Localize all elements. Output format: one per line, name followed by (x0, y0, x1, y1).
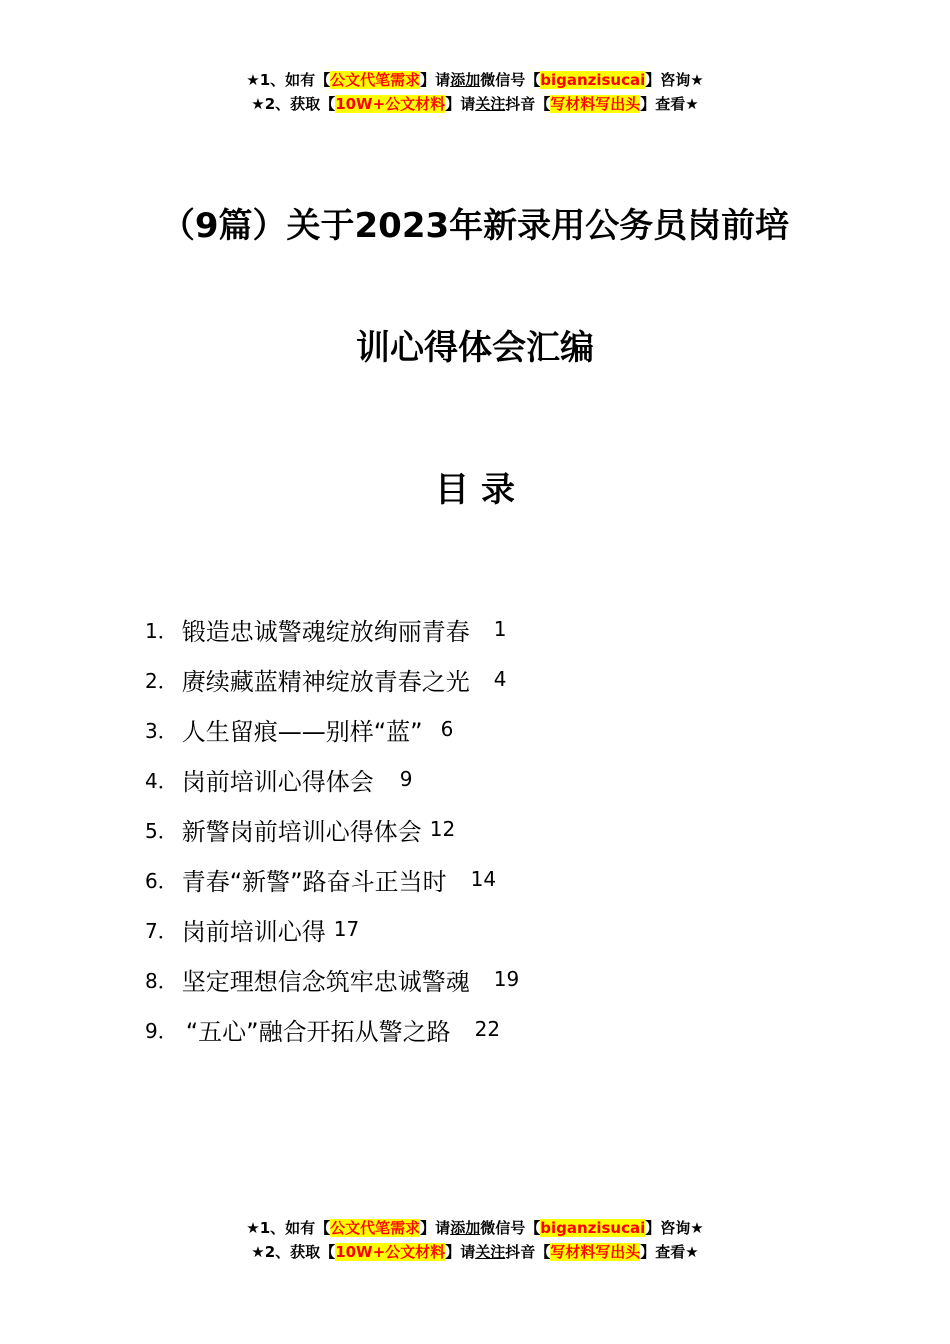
promo-wechat-id: biganzisucai (540, 71, 646, 89)
promo-line-1 (0, 68, 950, 92)
promo-text: 】查看★ (640, 1243, 699, 1261)
promo-header (0, 68, 950, 116)
toc-label: 赓续藏蓝精神绽放青春之光 (181, 667, 470, 696)
toc-number: 1． (145, 618, 178, 643)
promo-text: 】咨询★ (645, 71, 704, 89)
promo-underline: 添加 (450, 1219, 481, 1237)
toc-number: 2． (145, 668, 178, 693)
promo-highlight: 公文代笔需求 (330, 1219, 421, 1237)
toc-label: 岗前培训心得体会 (181, 767, 374, 796)
promo-text: ★2、获取【 (251, 1243, 336, 1261)
toc-number: 7． (145, 918, 178, 943)
promo-text: 】请 (445, 1243, 476, 1261)
promo-text: ★1、如有【 (246, 1219, 331, 1237)
promo-line-1 (0, 1216, 950, 1240)
toc-page: 14 (470, 867, 497, 891)
toc-label: 岗前培训心得 (181, 917, 326, 946)
promo-text: ★2、获取【 (251, 95, 336, 113)
promo-highlight: 10W+公文材料 (335, 95, 446, 113)
toc-page: 19 (493, 967, 520, 991)
toc-page: 9 (399, 767, 413, 791)
toc-page: 12 (429, 817, 456, 841)
promo-underline: 关注 (475, 1243, 506, 1261)
toc-item[interactable] (145, 804, 519, 854)
toc-item[interactable] (145, 704, 519, 754)
document-title-line-2: 训心得体会汇编 (356, 328, 594, 368)
document-title-line-1: （9篇）关于2023年新录用公务员岗前培 (160, 206, 790, 246)
promo-text: 】请 (420, 1219, 451, 1237)
promo-text: 抖音【 (505, 1243, 551, 1261)
toc-label: 锻造忠诚警魂绽放绚丽青春 (181, 617, 470, 646)
promo-footer (0, 1216, 950, 1264)
promo-douyin-id: 写材料写出头 (550, 95, 641, 113)
toc-number: 5． (145, 818, 178, 843)
promo-text: 】请 (445, 95, 476, 113)
toc-number: 8． (145, 968, 178, 993)
toc-number: 9． (145, 1018, 178, 1043)
promo-text: 】查看★ (640, 95, 699, 113)
toc-number: 4． (145, 768, 178, 793)
toc-page: 4 (493, 667, 507, 691)
toc-page: 22 (474, 1017, 501, 1041)
toc-label: 青春“新警”路奋斗正当时 (181, 867, 447, 896)
promo-underline: 关注 (475, 95, 506, 113)
toc-label: 人生留痕——别样“蓝” (181, 717, 423, 746)
toc-page: 17 (333, 917, 360, 941)
promo-douyin-id: 写材料写出头 (550, 1243, 641, 1261)
toc-label: 坚定理想信念筑牢忠诚警魂 (181, 967, 470, 996)
toc-page: 1 (493, 617, 507, 641)
promo-text: ★1、如有【 (246, 71, 331, 89)
promo-underline: 添加 (450, 71, 481, 89)
toc-item[interactable] (145, 954, 519, 1004)
promo-highlight: 公文代笔需求 (330, 71, 421, 89)
toc-heading: 目录 (435, 470, 527, 510)
toc-item[interactable] (145, 1004, 519, 1054)
toc-item[interactable] (145, 854, 519, 904)
promo-text: 】请 (420, 71, 451, 89)
promo-line-2 (0, 92, 950, 116)
promo-wechat-id: biganzisucai (540, 1219, 646, 1237)
toc-item[interactable] (145, 904, 519, 954)
toc-item[interactable] (145, 604, 519, 654)
promo-text: 微信号【 (480, 71, 541, 89)
promo-line-2 (0, 1240, 950, 1264)
toc-page: 6 (440, 717, 454, 741)
toc-number: 3． (145, 718, 178, 743)
promo-highlight: 10W+公文材料 (335, 1243, 446, 1261)
toc-item[interactable] (145, 754, 519, 804)
toc-item[interactable] (145, 654, 519, 704)
promo-text: 微信号【 (480, 1219, 541, 1237)
toc-label: 新警岗前培训心得体会 (181, 817, 422, 846)
table-of-contents (145, 604, 519, 1054)
promo-text: 】咨询★ (645, 1219, 704, 1237)
toc-number: 6． (145, 868, 178, 893)
promo-text: 抖音【 (505, 95, 551, 113)
toc-label: “五心”融合开拓从警之路 (185, 1017, 451, 1046)
